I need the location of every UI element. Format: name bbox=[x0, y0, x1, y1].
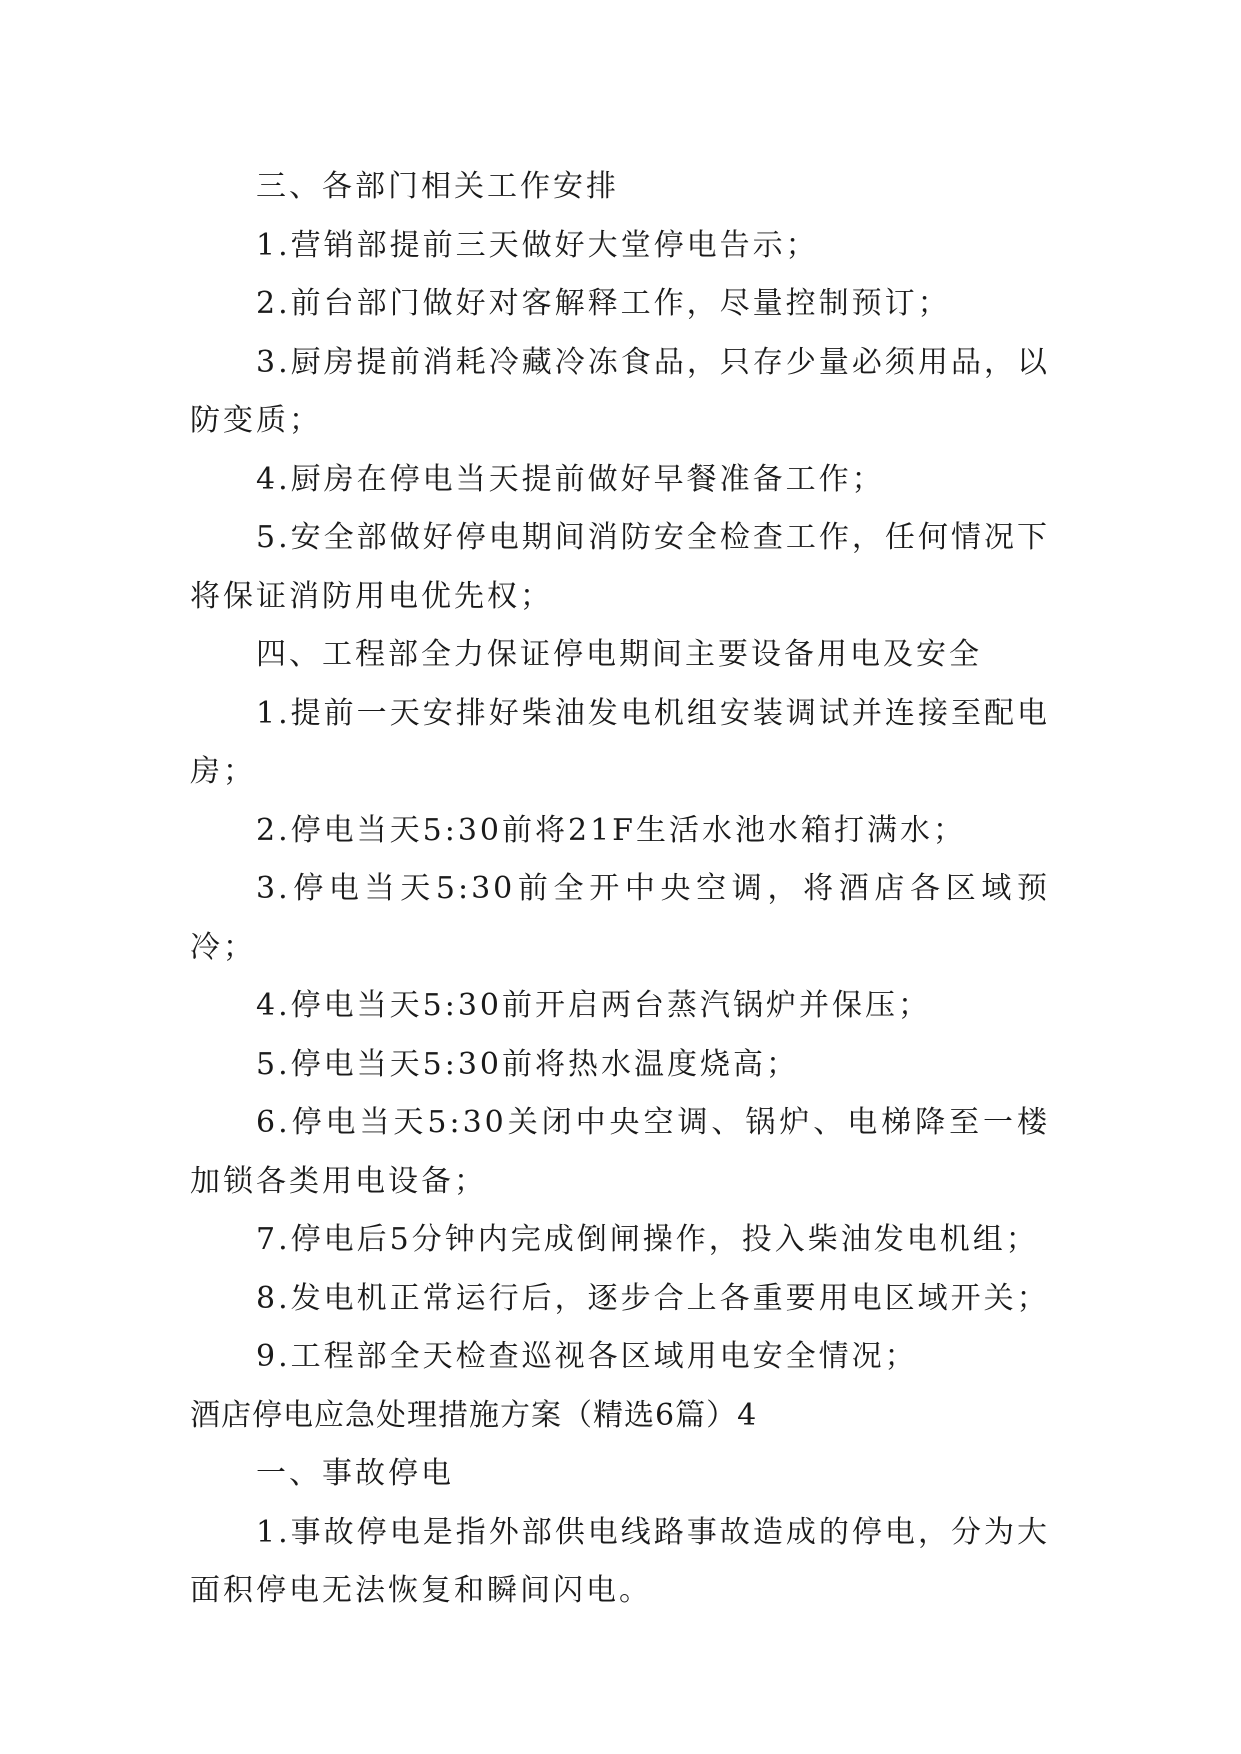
list-item: 2.前台部门做好对客解释工作，尽量控制预订； bbox=[256, 286, 951, 321]
list-item: 6.停电当天5:30关闭中央空调、锅炉、电梯降至一楼加锁各类用电设备； bbox=[190, 1105, 1050, 1199]
list-item: 5.停电当天5:30前将热水温度烧高； bbox=[256, 1046, 799, 1082]
list-item: 3.厨房提前消耗冷藏冷冻食品，只存少量必须用品，以防变质； bbox=[190, 344, 1050, 438]
list-item: 1.营销部提前三天做好大堂停电告示； bbox=[256, 227, 819, 263]
list-item: 3.停电当天5:30前全开中央空调，将酒店各区域预冷； bbox=[190, 871, 1050, 965]
list-item: 5.安全部做好停电期间消防安全检查工作，任何情况下将保证消防用电优先权； bbox=[190, 520, 1050, 614]
list-item: 7.停电后5分钟内完成倒闸操作，投入柴油发电机组； bbox=[256, 1222, 1039, 1257]
section-heading-1: 一、事故停电 bbox=[256, 1456, 454, 1491]
list-item: 9.工程部全天检查巡视各区域用电安全情况； bbox=[256, 1339, 918, 1374]
list-item: 2.停电当天5:30前将21F生活水池水箱打满水； bbox=[256, 812, 966, 848]
section-heading-4: 四、工程部全力保证停电期间主要设备用电及安全 bbox=[256, 637, 982, 672]
list-item: 4.厨房在停电当天提前做好早餐准备工作； bbox=[256, 461, 885, 497]
document-section-title: 酒店停电应急处理措施方案（精选6篇）4 bbox=[190, 1397, 758, 1433]
section-heading-3: 三、各部门相关工作安排 bbox=[256, 169, 619, 204]
list-item: 1.事故停电是指外部供电线路事故造成的停电，分为大面积停电无法恢复和瞬间闪电。 bbox=[190, 1514, 1050, 1608]
list-item: 1.提前一天安排好柴油发电机组安装调试并连接至配电房； bbox=[190, 695, 1050, 789]
list-item: 4.停电当天5:30前开启两台蒸汽锅炉并保压； bbox=[256, 988, 931, 1023]
document-body bbox=[190, 158, 1050, 1621]
list-item: 8.发电机正常运行后，逐步合上各重要用电区域开关； bbox=[256, 1280, 1050, 1316]
